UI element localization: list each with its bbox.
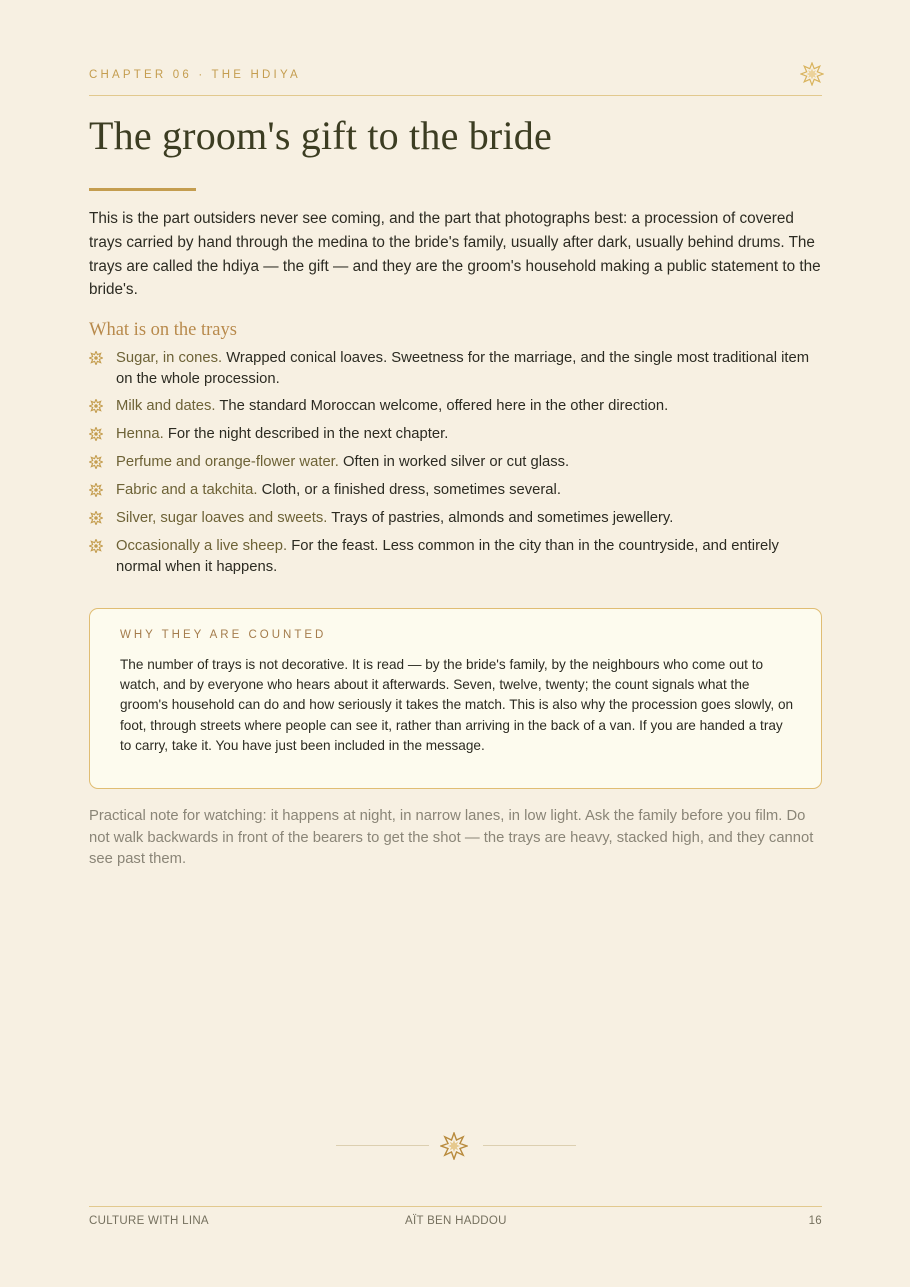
list-item: [89, 480, 822, 501]
star-icon: [800, 62, 824, 86]
star-ornament-icon: [440, 1132, 468, 1160]
page-title: The groom's gift to the bride: [89, 113, 552, 158]
item-description: Cloth, or a finished dress, sometimes several.: [257, 482, 561, 498]
item-name: Silver, sugar loaves and sweets.: [116, 510, 328, 526]
page-number: 16: [808, 1215, 822, 1227]
divider-ornament: [336, 1130, 576, 1162]
chapter-label: CHAPTER 06 · THE HDIYA: [89, 69, 301, 81]
star-bullet-icon: [89, 427, 103, 441]
footer-location: AÏT BEN HADDOU: [405, 1215, 507, 1227]
footer-brand: CULTURE WITH LINA: [89, 1215, 209, 1227]
list-item: [89, 536, 822, 578]
callout-box: [89, 608, 822, 789]
item-description: For the night described in the next chapter.: [163, 426, 449, 442]
item-name: Milk and dates.: [116, 398, 216, 414]
practical-note: Practical note for watching: it happens at night, in narrow lanes, in low light. Ask the family before you film. Do not walk backwards in front of the bearers to get the shot — the trays are heavy, stacked high, and they cannot see past them.: [89, 808, 814, 867]
page-header: [89, 62, 822, 96]
callout-body: The number of trays is not decorative. It is read — by the bride's family, by the neighbours who come out to watch, and by everyone who hears about it afterwards. Seven, twelve, twenty; the count signals what the groom's household can do and how seriously it takes the match. This is also why the procession goes slowly, on foot, through streets where people can see it, rather than arriving in the back of a van. If you are handed a tray to carry, take it. You have just been included in the message.: [120, 657, 794, 753]
item-description: For the feast. Less common in the city than in the countryside, and entirely normal when it happens.: [116, 538, 779, 575]
intro-paragraph: This is the part outsiders never see coming, and the part that photographs best: a procession of covered trays carried by hand through the medina to the bride's family, usually after dark, usually behind drums. The trays are called the hdiya — the gift — and they are the groom's household making a public statement to the bride's.: [89, 210, 821, 299]
callout-label: WHY THEY ARE COUNTED: [120, 629, 327, 641]
section-heading: What is on the trays: [89, 320, 237, 340]
list-item: [89, 396, 822, 417]
item-name: Sugar, in cones.: [116, 350, 223, 366]
item-name: Fabric and a takchita.: [116, 482, 258, 498]
star-bullet-icon: [89, 511, 103, 525]
divider-line: [336, 1145, 429, 1146]
title-underline: [89, 188, 196, 191]
page-footer: [89, 1206, 822, 1227]
list-item: [89, 508, 822, 529]
item-name: Occasionally a live sheep.: [116, 538, 288, 554]
item-description: The standard Moroccan welcome, offered here in the other direction.: [215, 398, 669, 414]
page: [89, 0, 822, 1287]
item-name: Henna.: [116, 426, 164, 442]
list-item: [89, 348, 822, 390]
item-description: Often in worked silver or cut glass.: [338, 454, 570, 470]
list-item: [89, 452, 822, 473]
star-bullet-icon: [89, 539, 103, 553]
star-bullet-icon: [89, 455, 103, 469]
star-bullet-icon: [89, 399, 103, 413]
item-description: Trays of pastries, almonds and sometimes jewellery.: [327, 510, 674, 526]
tray-items-list: [89, 348, 822, 578]
star-bullet-icon: [89, 351, 103, 365]
star-bullet-icon: [89, 483, 103, 497]
divider-line: [483, 1145, 576, 1146]
item-description: Wrapped conical loaves. Sweetness for the marriage, and the single most traditional item on the whole procession.: [116, 350, 810, 387]
item-name: Perfume and orange-flower water.: [116, 454, 339, 470]
list-item: [89, 424, 822, 445]
